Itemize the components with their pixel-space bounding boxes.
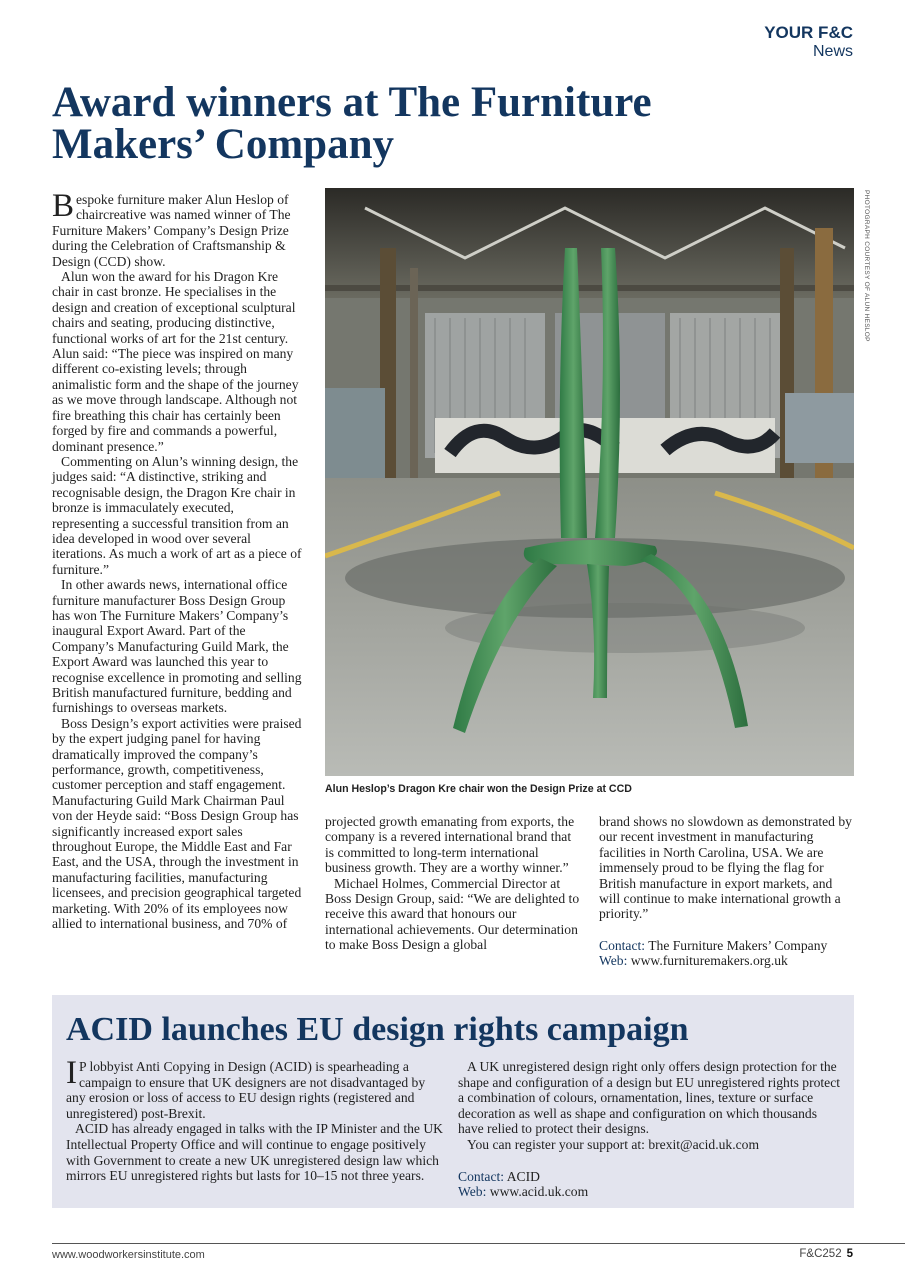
article-paragraph: Bespoke furniture maker Alun Heslop of chaircreative was named winner of The Furniture Makers’ Company’s Design Prize during the Celebration of Craftsmanship & Design (CCD) show. [52,188,291,269]
web-link[interactable]: www.acid.uk.com [489,1184,589,1200]
contact-value: The Furniture Makers’ Company [648,937,828,953]
article-paragraph: Boss Design’s export activities were praised by the expert judging panel for having dramatically improved the company’s performance, growth, competitiveness, customer perception and staff engagement. Manufacturing Guild Mark Chairman Paul von der Heyde said: “Boss Design Group has significantly increased export sales throughout Europe, the Middle East and Far East, and the USA, through the investment in manufacturing facilities, manufacturing licensees, and precision geographical targeted marketing. With 20% of its employees now allied to international business, and 70% of [52,715,302,932]
page-number: 5 [846,1248,853,1260]
section-tag [764,24,853,60]
photo-credit: PHOTOGRAPH COURTESY OF ALUN HESLOP [863,190,870,342]
article-paragraph: projected growth emanating from exports, the company is a revered international brand that is committed to long-term international business growth. They are a worthy winner.” [325,814,575,876]
article-paragraph: Commenting on Alun’s winning design, the judges said: “A distinctive, striking and recognisable design, the Dragon Kre chair in bronze is immaculately executed, representing a successful transition from an idea developed in wood over several iterations. As much a work of art as a piece of furniture.” [52,453,302,577]
box-paragraph: You can register your support at: brexit@acid.uk.com [467,1136,760,1152]
footer-url[interactable]: www.woodworkersinstitute.com [52,1249,205,1261]
acid-news-box [52,995,854,1208]
box-column-2 [458,1059,842,1200]
article-headline: Award winners at The Furniture Makers’ Company [52,79,652,168]
web-line [599,953,855,968]
contact-value: ACID [506,1168,540,1184]
box-column-1 [66,1055,446,1184]
article-paragraph: Alun won the award for his Dragon Kre chair in cast bronze. He specialises in the design and creation of exceptional sculptural chairs and seating, producing distinctive, functional works of art for the 21st century. Alun said: “The piece was inspired on many different co-existing levels; through animalistic form and the shape of the journey as we move through landscape. Although not fire breathing this chair has certainly been forged by fire and commands a powerful, dominant presence.” [52,269,299,454]
footer-rule [52,1243,905,1244]
article-paragraph: Michael Holmes, Commercial Director at Boss Design Group, said: “We are delighted to receive this award that honours our international achievements. Our determination to make Boss Design a global [325,875,580,953]
box-contact-block [458,1169,842,1200]
box-headline: ACID launches EU design rights campaign [66,1011,689,1048]
article-column-3 [599,814,855,969]
article-column-1 [52,188,304,932]
web-line [458,1184,842,1200]
footer-issue [799,1248,853,1260]
contact-block [599,938,855,969]
chair-photo [325,188,854,776]
box-paragraph: A UK unregistered design right only offers design protection for the shape and configuration of a design but EU unregistered rights protect a combination of colours, ornamentation, lines, texture or surface decoration as well as shape and configuration on which thousands have relied to protect their designs. [458,1059,841,1137]
article-paragraph: brand shows no slowdown as demonstrated by our recent investment in manufacturing facilities in North Carolina, USA. We are immensely proud to be flying the flag for British manufacture in export markets, and will continue to make international growth a priority.” [599,814,852,922]
web-label: Web: [458,1184,487,1200]
box-paragraph: I P lobbyist Anti Copying in Design (ACID) is spearheading a campaign to ensure that UK designers are not disadvantaged by any erosion or loss of access to EU design rights (registered and unregistered) post-Brexit. [66,1055,426,1121]
issue-number: F&C252 [799,1248,842,1260]
section-label: YOUR F&C [764,23,853,42]
contact-label: Contact: [599,937,646,953]
drop-cap: I [66,1055,77,1091]
web-label: Web: [599,953,628,969]
contact-label: Contact: [458,1168,505,1184]
article-column-2 [325,814,582,953]
box-paragraph: ACID has already engaged in talks with the IP Minister and the UK Intellectual Property Office and will continue to engage positively with Government to create a new UK unregistered design law which mirrors EU unregistered rights but lasts for 10–15 not three years. [66,1121,443,1184]
drop-cap: B [52,188,75,224]
contact-line [599,938,855,953]
article-paragraph: In other awards news, international office furniture manufacturer Boss Design Group has won The Furniture Makers’ Company’s inaugural Export Award. Part of the Company’s Manufacturing Guild Mark, the Export Award was launched this year to recognise excellence in promoting and selling British manufactured furniture, bedding and furnishings to overseas markets. [52,577,302,716]
section-sublabel: News [812,43,853,60]
web-link[interactable]: www.furnituremakers.org.uk [630,953,788,969]
photo-caption: Alun Heslop’s Dragon Kre chair won the Design Prize at CCD [325,783,632,795]
contact-line [458,1169,842,1185]
